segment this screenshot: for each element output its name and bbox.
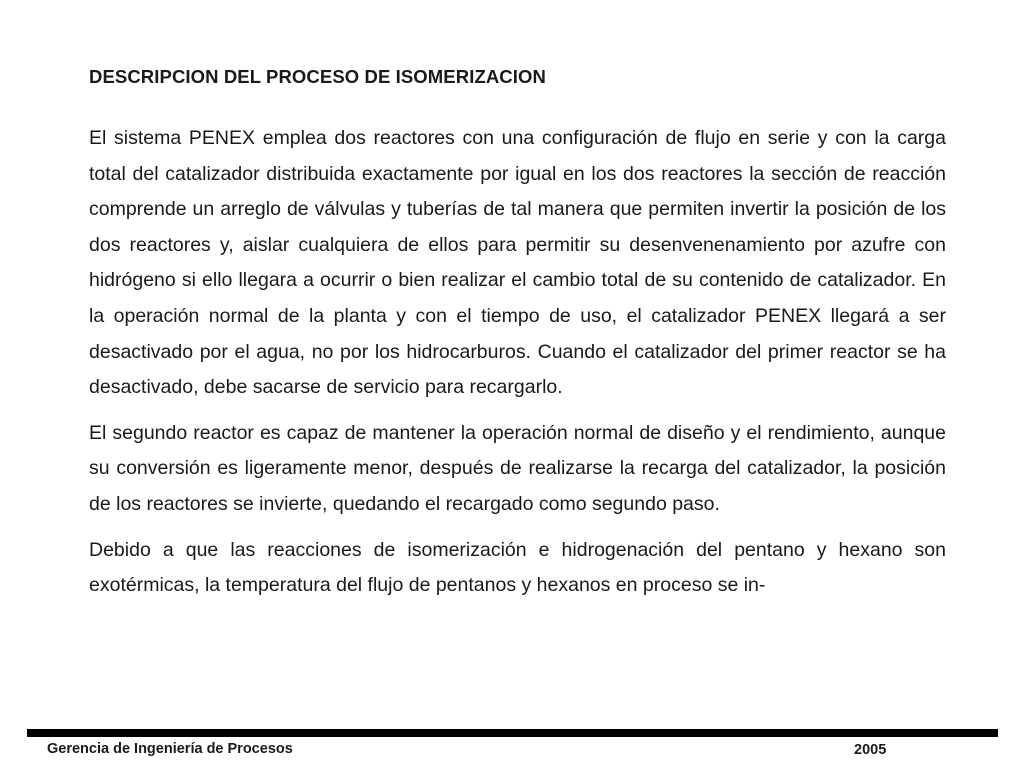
page-title: DESCRIPCION DEL PROCESO DE ISOMERIZACION xyxy=(89,66,546,87)
paragraph-2: El segundo reactor es capaz de mantener la operación normal de diseño y el rendimiento, aunque su conversión es ligeramente menor, después de realizarse la recarga del catalizador, la posición de los reactores se invierte, quedando el recargado como segundo paso. xyxy=(89,421,946,515)
paragraph-1: El sistema PENEX emplea dos reactores con una configuración de flujo en serie y con la carga total del catalizador distribuida exactamente por igual en los dos reactores la sección de reacción comprende un arreglo de válvulas y tuberías de tal manera que permiten invertir la posición de los dos reactores y, aislar cualquiera de ellos para permitir su desenvenenamiento por azufre con hidrógeno si ello llegara a ocurrir o bien realizar el cambio total de su contenido de catalizador. En la operación normal de la planta y con el tiempo de uso, el catalizador PENEX llegará a ser desactivado por el agua, no por los hidrocarburos. Cuando el catalizador del primer reactor se ha desactivado, debe sacarse de servicio para recargarlo. xyxy=(89,127,946,399)
footer-year: 2005 xyxy=(854,742,887,758)
footer-divider xyxy=(27,729,998,737)
footer-organization: Gerencia de Ingeniería de Procesos xyxy=(47,741,293,757)
body-text xyxy=(89,121,946,614)
paragraph-3: Debido a que las reacciones de isomerización e hidrogenación del pentano y hexano son exotérmicas, la temperatura del flujo de pentanos y hexanos en proceso se in- xyxy=(89,538,946,597)
